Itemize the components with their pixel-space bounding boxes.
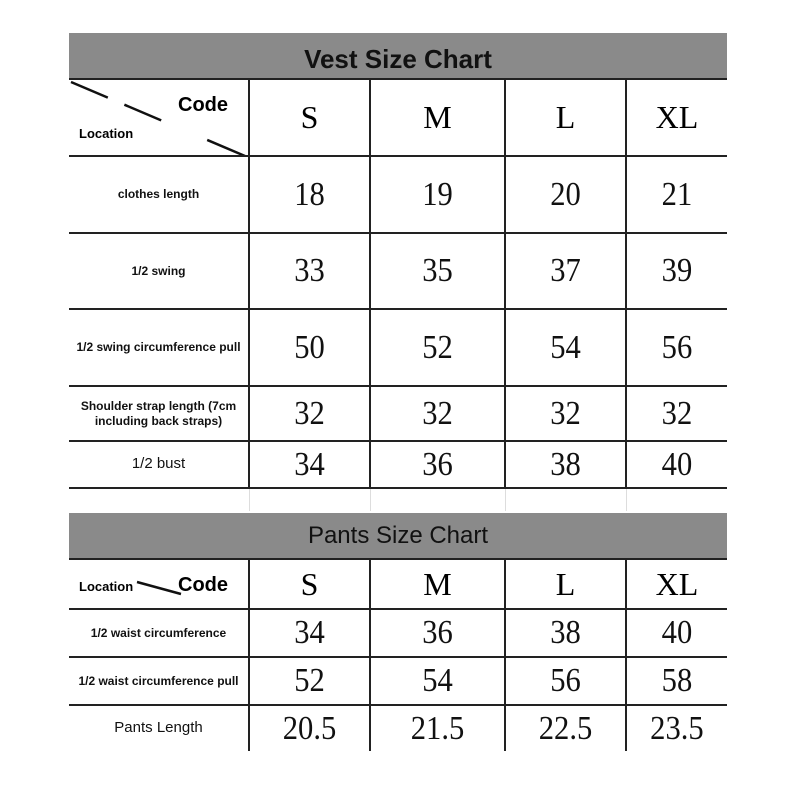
size-value: 52 — [255, 657, 364, 705]
size-value: 32 — [511, 386, 620, 441]
size-value: 21 — [631, 156, 722, 233]
table-row — [69, 441, 727, 488]
code-label: Code — [178, 94, 228, 116]
table-row — [69, 156, 727, 233]
row-label: clothes length — [69, 156, 249, 233]
size-value: 52 — [377, 309, 499, 386]
size-value: 34 — [255, 441, 364, 488]
divider — [505, 489, 506, 511]
size-value: 22.5 — [511, 705, 620, 751]
row-label: 1/2 waist circumference pull — [69, 657, 249, 705]
size-value: 37 — [511, 233, 620, 309]
size-header: XL — [626, 79, 727, 156]
row-label: 1/2 swing circumference pull — [69, 309, 249, 386]
size-value: 32 — [255, 386, 364, 441]
size-value: 32 — [377, 386, 499, 441]
size-value: 20.5 — [255, 705, 364, 751]
row-label: 1/2 bust — [69, 441, 249, 488]
pants-size-table — [69, 558, 727, 751]
size-value: 19 — [377, 156, 499, 233]
size-header: L — [505, 79, 626, 156]
size-header: M — [370, 79, 505, 156]
vest-size-table — [69, 78, 727, 489]
code-label: Code — [178, 574, 228, 596]
size-value: 38 — [511, 441, 620, 488]
location-label: Location — [79, 126, 134, 141]
table-row — [69, 657, 727, 705]
size-value: 20 — [511, 156, 620, 233]
size-value: 35 — [377, 233, 499, 309]
size-header-row — [69, 79, 727, 156]
row-label: 1/2 waist circumference — [69, 609, 249, 657]
table-row — [69, 386, 727, 441]
table-row — [69, 233, 727, 309]
size-value: 39 — [631, 233, 722, 309]
row-label: Pants Length — [69, 705, 249, 751]
size-value: 50 — [255, 309, 364, 386]
table-row — [69, 309, 727, 386]
diagonal-divider-icon — [69, 80, 249, 156]
row-label: 1/2 swing — [69, 233, 249, 309]
size-value: 32 — [631, 386, 722, 441]
size-value: 33 — [255, 233, 364, 309]
size-value: 40 — [631, 609, 722, 657]
table-row — [69, 609, 727, 657]
corner-cell — [69, 559, 249, 609]
pants-chart-title: Pants Size Chart — [69, 513, 727, 558]
corner-cell — [69, 79, 249, 156]
location-label: Location — [79, 579, 134, 594]
size-value: 36 — [377, 441, 499, 488]
size-value: 23.5 — [631, 705, 722, 751]
size-value: 18 — [255, 156, 364, 233]
size-value: 54 — [377, 657, 499, 705]
row-label: Shoulder strap length (7cm including back straps) — [69, 386, 249, 441]
size-value: 54 — [511, 309, 620, 386]
size-header: XL — [626, 559, 727, 609]
size-header: L — [505, 559, 626, 609]
size-value: 21.5 — [377, 705, 499, 751]
size-value: 56 — [631, 309, 722, 386]
size-header-row — [69, 559, 727, 609]
divider — [370, 489, 371, 511]
size-value: 40 — [631, 441, 722, 488]
size-value: 36 — [377, 609, 499, 657]
size-value: 34 — [255, 609, 364, 657]
divider — [249, 489, 250, 511]
size-header: M — [370, 559, 505, 609]
size-header: S — [249, 79, 370, 156]
size-value: 56 — [511, 657, 620, 705]
size-value: 38 — [511, 609, 620, 657]
divider — [626, 489, 627, 511]
size-header: S — [249, 559, 370, 609]
vest-chart-title: Vest Size Chart — [69, 33, 727, 78]
size-value: 58 — [631, 657, 722, 705]
table-row — [69, 705, 727, 751]
